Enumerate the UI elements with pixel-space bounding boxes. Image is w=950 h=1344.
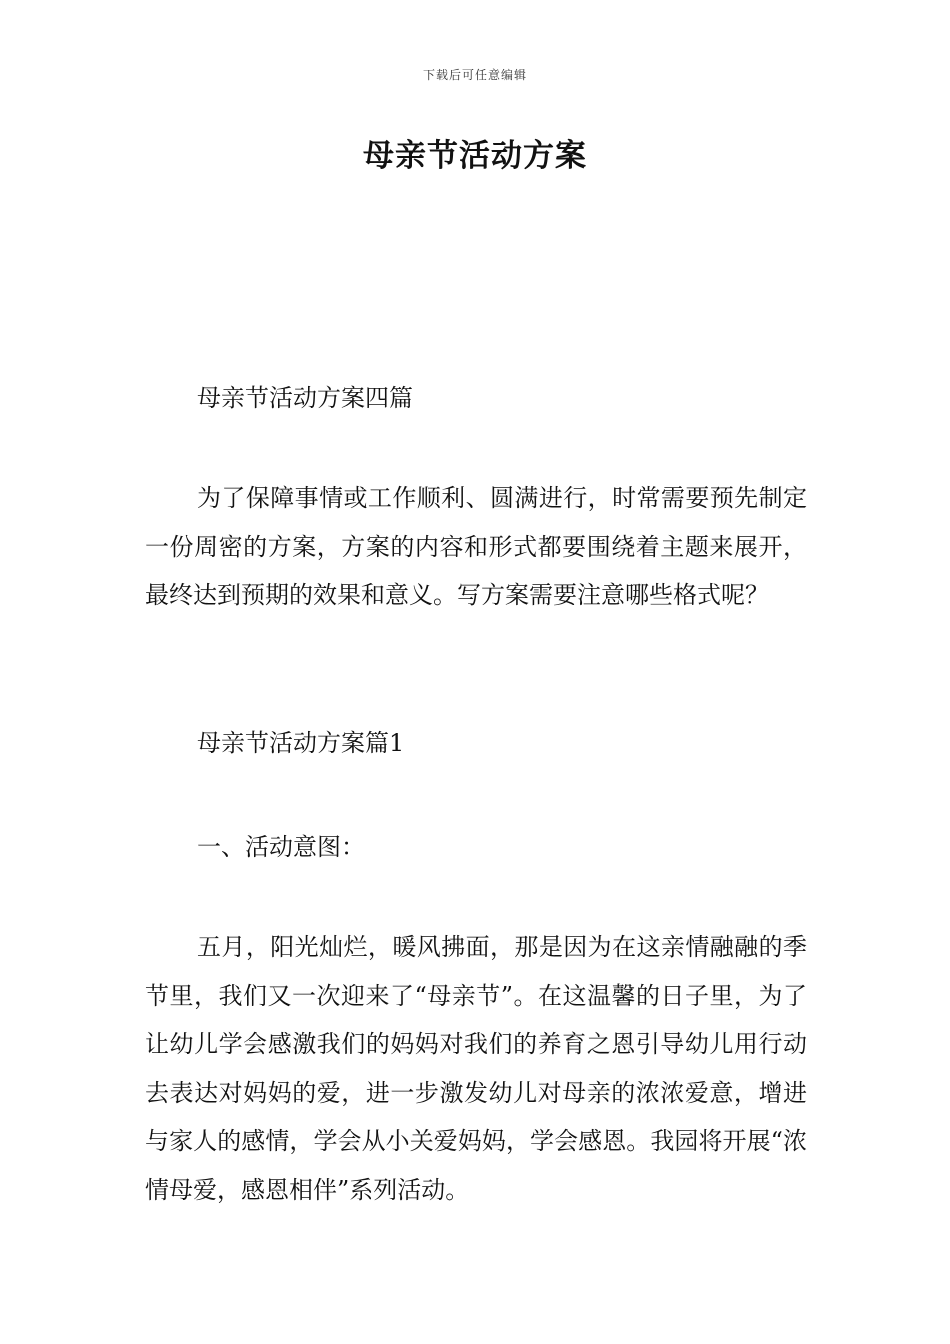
- document-subtitle: 母亲节活动方案四篇: [197, 384, 413, 412]
- intro-paragraph: 为了保障事情或工作顺利、圆满进行，时常需要预先制定一份周密的方案，方案的内容和形式都要围绕着主题来展开，最终达到预期的效果和意义。写方案需要注意哪些格式呢？: [145, 484, 807, 609]
- document-title: 母亲节活动方案: [363, 138, 587, 174]
- purpose-paragraph: 五月，阳光灿烂，暖风拂面，那是因为在这亲情融融的季节里，我们又一次迎来了“母亲节”。在这温馨的日子里，为了让幼儿学会感激我们的妈妈对我们的养育之恩引导幼儿用行动去表达对妈妈的爱，进一步激发幼儿对母亲的浓浓爱意，增进与家人的感情，学会从小关爱妈妈，学会感恩。我园将开展“浓情母爱，感恩相伴”系列活动。: [145, 933, 807, 1204]
- header-note: 下载后可任意编辑: [422, 68, 527, 82]
- section-heading: 一、活动意图：: [197, 833, 365, 861]
- part-title: 母亲节活动方案篇1: [197, 729, 405, 757]
